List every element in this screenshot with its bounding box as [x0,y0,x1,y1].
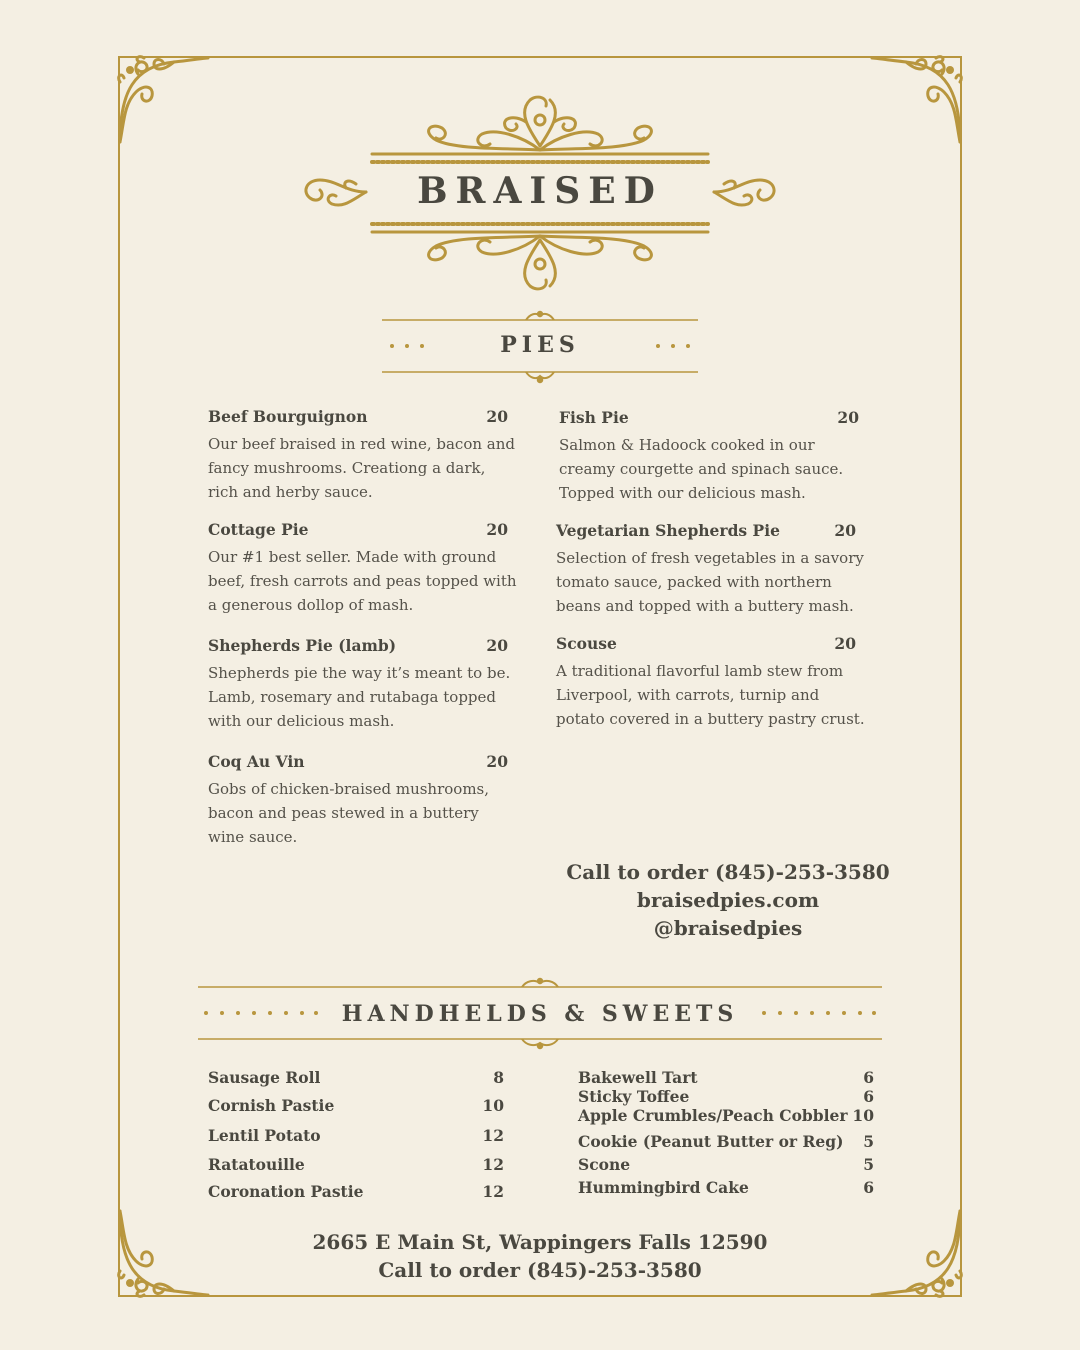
item-price: 20 [486,520,508,539]
corner-flourish-icon [114,52,210,148]
pies-section-header [380,310,700,384]
list-item [578,1178,874,1197]
item-name: Lentil Potato [208,1126,321,1145]
footer [240,1228,840,1284]
item-price: 5 [863,1155,874,1174]
list-item [208,1155,504,1174]
item-description: Shepherds pie the way it’s meant to be. Lamb, rosemary and rutabaga topped with our delicious mash. [208,664,511,730]
footer-order-phone: Call to order (845)-253-3580 [378,1258,702,1282]
item-price: 10 [852,1106,874,1125]
item-price: 20 [834,521,856,540]
menu-item [556,521,866,618]
social-handle[interactable]: @braisedpies [653,916,803,940]
handhelds-section-header [196,976,884,1050]
item-name: Sausage Roll [208,1068,321,1087]
item-price: 20 [837,408,859,427]
item-price: 6 [863,1178,874,1197]
item-name: Coq Au Vin [208,752,305,771]
item-price: 20 [486,636,508,655]
item-price: 12 [482,1155,504,1174]
list-item [578,1087,874,1106]
item-name: Scone [578,1155,631,1174]
address: 2665 E Main St, Wappingers Falls 12590 [312,1230,768,1254]
item-name: Shepherds Pie (lamb) [208,636,397,655]
item-description: Our #1 best seller. Made with ground beef, fresh carrots and peas topped with a generous dollop of mash. [208,548,517,614]
item-description: Our beef braised in red wine, bacon and fancy mushrooms. Creationg a dark, rich and herby sauce. [208,435,515,501]
item-name: Sticky Toffee [578,1087,690,1106]
corner-flourish-icon [870,1205,966,1301]
corner-flourish-icon [114,1205,210,1301]
item-name: Cottage Pie [208,520,309,539]
item-name: Beef Bourguignon [208,407,368,426]
handhelds-section-title: HANDHELDS & SWEETS [341,1001,739,1027]
order-phone: Call to order (845)-253-3580 [566,860,890,884]
list-item [208,1182,504,1201]
list-item [578,1106,874,1125]
pies-section-title: PIES [500,332,580,358]
menu-item [208,752,518,849]
list-item [578,1155,874,1174]
item-name: Bakewell Tart [578,1068,698,1087]
item-description: Salmon & Hadoock cooked in our creamy courgette and spinach sauce. Topped with our delicious mash. [559,436,844,502]
list-item [578,1132,874,1151]
item-name: Ratatouille [208,1155,305,1174]
list-item [208,1126,504,1145]
list-item [208,1096,504,1115]
brand-title: BRAISED [417,170,663,212]
website-link[interactable]: braisedpies.com [636,888,820,912]
item-price: 20 [486,752,508,771]
item-description: Selection of fresh vegetables in a savory tomato sauce, packed with northern beans and topped with a buttery mash. [556,549,864,615]
item-name: Apple Crumbles/Peach Cobbler [578,1106,848,1125]
item-price: 6 [863,1087,874,1106]
corner-flourish-icon [870,52,966,148]
item-price: 20 [834,634,856,653]
menu-item [559,408,869,505]
item-description: Gobs of chicken-braised mushrooms, bacon and peas stewed in a buttery wine sauce. [208,780,490,846]
list-item [208,1068,504,1087]
item-price: 12 [482,1126,504,1145]
item-description: A traditional flavorful lamb stew from Liverpool, with carrots, turnip and potato covered in a buttery pastry crust. [556,662,865,728]
item-price: 8 [493,1068,504,1087]
item-name: Hummingbird Cake [578,1178,749,1197]
item-name: Coronation Pastie [208,1182,364,1201]
item-name: Scouse [556,634,617,653]
menu-item [556,634,866,731]
list-item [578,1068,874,1087]
menu-item [208,520,518,617]
item-name: Vegetarian Shepherds Pie [556,521,780,540]
item-price: 10 [482,1096,504,1115]
item-name: Cookie (Peanut Butter or Reg) [578,1132,844,1151]
item-price: 20 [486,407,508,426]
item-name: Cornish Pastie [208,1096,335,1115]
item-name: Fish Pie [559,408,629,427]
menu-item [208,407,518,504]
item-price: 5 [863,1132,874,1151]
item-price: 6 [863,1068,874,1087]
menu-item [208,636,518,733]
item-price: 12 [482,1182,504,1201]
contact-block [560,858,896,942]
